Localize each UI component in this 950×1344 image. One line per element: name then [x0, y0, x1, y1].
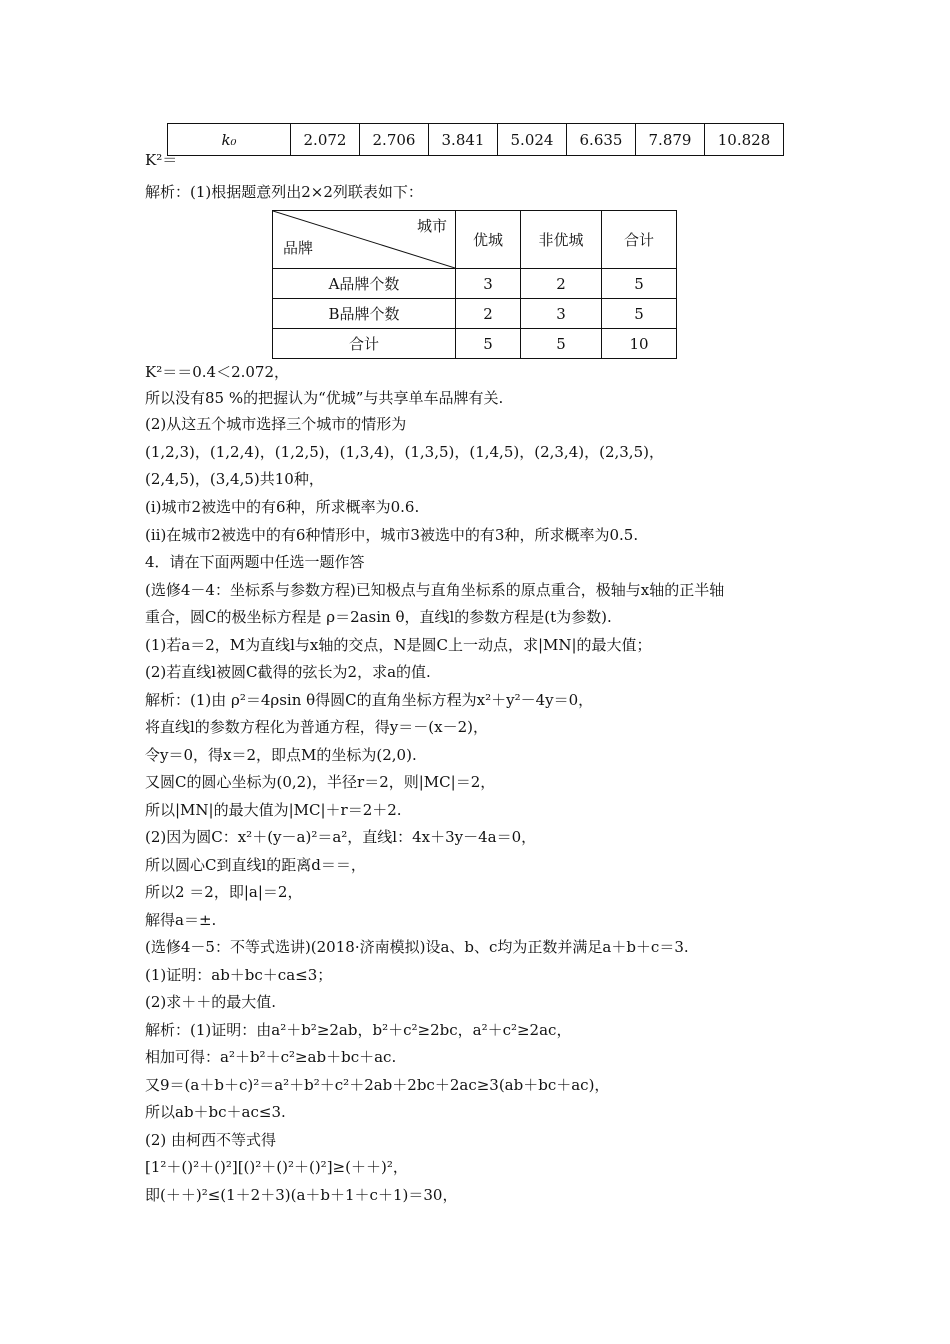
table-cell: 3.841 [429, 124, 498, 156]
row-label: 合计 [273, 329, 456, 359]
text-line: (1,2,3)，(1,2,4)，(1,2,5)，(1,3,4)，(1,3,5)，(1,4,5)，(2,3,4)，(2,3,5)， [145, 443, 664, 461]
text-line: (2)求＋＋的最大值. [145, 993, 277, 1011]
diagonal-header-cell [273, 211, 456, 269]
text-line: 相加可得：a²＋b²＋c²≥ab＋bc＋ac. [145, 1048, 397, 1066]
column-header: 优城 [456, 211, 521, 269]
text-line: 将直线l的参数方程化为普通方程，得y＝－(x－2)， [145, 718, 488, 736]
table-cell: 2.706 [360, 124, 429, 156]
text-line: 所以|MN|的最大值为|MC|＋r＝2＋2. [145, 801, 402, 819]
text-line: 又圆C的圆心坐标为(0,2)，半径r＝2，则|MC|＝2， [145, 773, 496, 791]
text-line: 所以没有85 %的把握认为“优城”与共享单车品牌有关. [145, 389, 504, 407]
table-cell: 3 [456, 269, 521, 299]
table-row [168, 124, 784, 156]
question-heading: 4．请在下面两题中任选一题作答 [145, 553, 365, 571]
table-cell: 5 [456, 329, 521, 359]
table-cell: 2 [521, 269, 602, 299]
table-cell: 10.828 [705, 124, 784, 156]
text-line: 令y＝0，得x＝2，即点M的坐标为(2,0). [145, 746, 417, 764]
text-line: 重合，圆C的极坐标方程是 ρ＝2asin θ，直线l的参数方程是(t为参数). [145, 608, 612, 626]
row-label: A品牌个数 [273, 269, 456, 299]
table-row [273, 269, 677, 299]
table-row [273, 299, 677, 329]
text-line: 即(＋＋)²≤(1＋2＋3)(a＋b＋1＋c＋1)＝30， [145, 1186, 458, 1204]
table-cell: 5.024 [498, 124, 567, 156]
text-line: [1²＋()²＋()²][()²＋()²＋()²]≥(＋＋)²， [145, 1158, 408, 1176]
text-line: (1)证明：ab＋bc＋ca≤3； [145, 966, 333, 984]
text-line: K²＝＝0.4＜2.072， [145, 363, 290, 381]
table-cell: 2.072 [291, 124, 360, 156]
text-line: (2)若直线l被圆C截得的弦长为2，求a的值. [145, 663, 431, 681]
contingency-table [272, 210, 677, 359]
header-city-label: 城市 [416, 217, 447, 235]
text-line: (2,4,5)，(3,4,5)共10种， [145, 470, 324, 488]
text-line: (选修4－5：不等式选讲)(2018·济南模拟)设a、b、c均为正数并满足a＋b＋c＝3. [145, 938, 689, 956]
table-cell: 6.635 [567, 124, 636, 156]
table-cell: 10 [602, 329, 677, 359]
column-header: 非优城 [521, 211, 602, 269]
text-line: (ⅱ)在城市2被选中的有6种情形中，城市3被选中的有3种，所求概率为0.5. [145, 526, 639, 544]
text-line: 解得a＝±. [145, 911, 217, 929]
text-line: 所以ab＋bc＋ac≤3. [145, 1103, 286, 1121]
row-label: B品牌个数 [273, 299, 456, 329]
table-cell: 2 [456, 299, 521, 329]
text-line: 解析：(1)由 ρ²＝4ρsin θ得圆C的直角坐标方程为x²＋y²－4y＝0， [145, 691, 594, 709]
text-line: (2) 由柯西不等式得 [145, 1131, 277, 1149]
text-line: K²＝ [145, 151, 178, 169]
table-row [273, 329, 677, 359]
text-line: (2)从这五个城市选择三个城市的情形为 [145, 415, 407, 433]
critical-value-table [167, 123, 784, 156]
text-line: 又9＝(a＋b＋c)²＝a²＋b²＋c²＋2ab＋2bc＋2ac≥3(ab＋bc＋ac)， [145, 1076, 610, 1094]
header-brand-label: 品牌 [283, 239, 314, 257]
text-line: 所以2 ＝2，即|a|＝2， [145, 883, 303, 901]
table-cell: 5 [602, 299, 677, 329]
text-line: (1)若a＝2，M为直线l与x轴的交点，N是圆C上一动点，求|MN|的最大值； [145, 636, 652, 654]
column-header: 合计 [602, 211, 677, 269]
text-line: 解析：(1)证明：由a²＋b²≥2ab，b²＋c²≥2bc，a²＋c²≥2ac， [145, 1021, 572, 1039]
table-cell: 5 [602, 269, 677, 299]
table-cell: 3 [521, 299, 602, 329]
text-line: (选修4－4：坐标系与参数方程)已知极点与直角坐标系的原点重合，极轴与x轴的正半轴 [145, 581, 725, 599]
table-cell: 7.879 [636, 124, 705, 156]
table-cell: 5 [521, 329, 602, 359]
text-line: (2)因为圆C：x²＋(y－a)²＝a²，直线l：4x＋3y－4a＝0， [145, 828, 537, 846]
text-line: 所以圆心C到直线l的距离d＝＝， [145, 856, 366, 874]
text-line: 解析：(1)根据题意列出2×2列联表如下： [145, 183, 423, 201]
k0-label: k₀ [168, 124, 291, 156]
text-line: (ⅰ)城市2被选中的有6种，所求概率为0.6. [145, 498, 420, 516]
table-header-row [273, 211, 677, 269]
